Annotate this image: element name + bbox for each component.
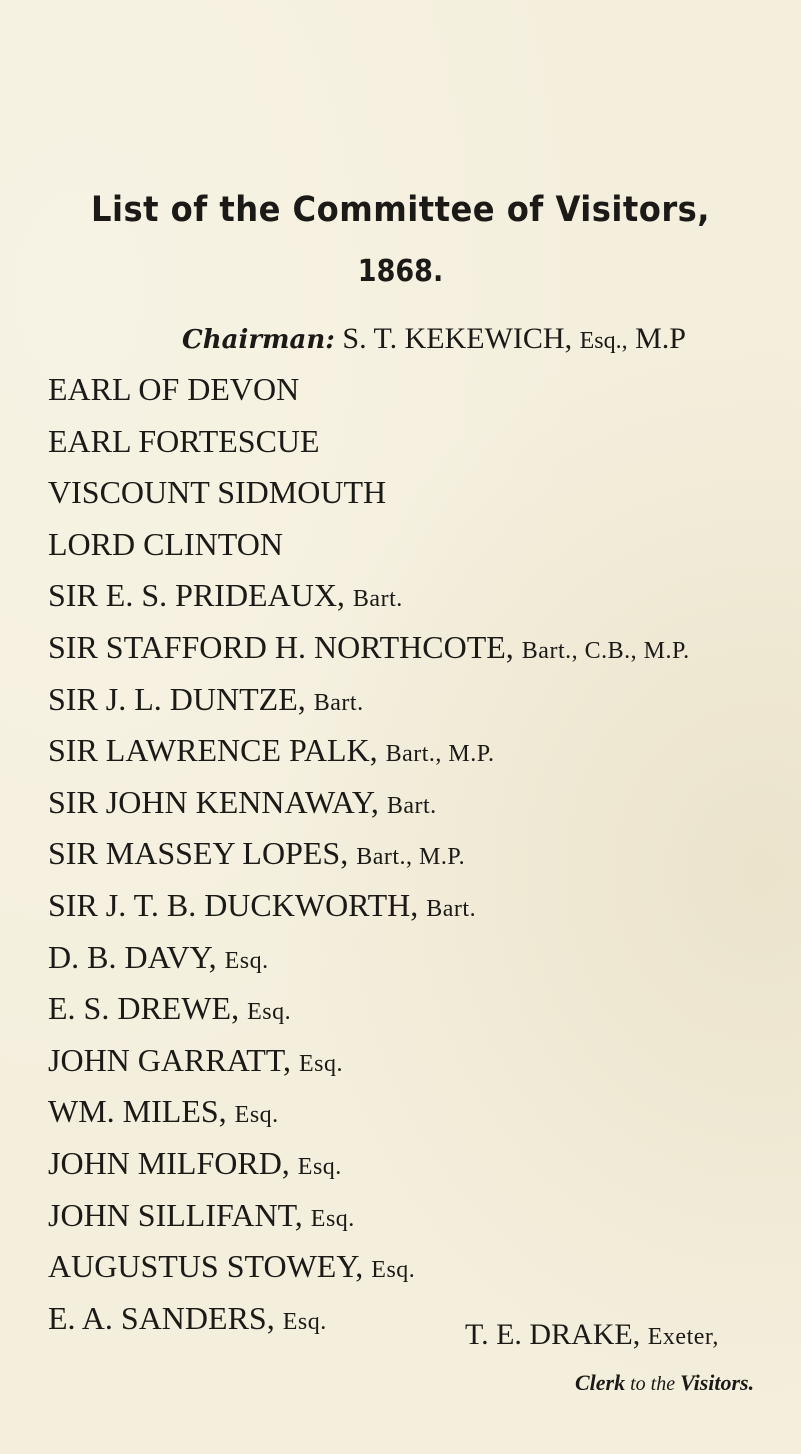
- document-title: List of the Committee of Visitors,: [91, 190, 710, 230]
- clerk-role: Clerk to the Visitors.: [575, 1370, 755, 1395]
- chairman-name: S. T. KEKEWICH, Esq., M.P: [342, 322, 686, 355]
- list-item: E. A. SANDERS, Esq.: [48, 1299, 327, 1336]
- clerk-name: T. E. DRAKE,: [465, 1318, 648, 1351]
- list-item: D. B. DAVY, Esq.: [48, 938, 269, 975]
- list-item: E. S. DREWE, Esq.: [48, 990, 292, 1027]
- chairman-label: Chairman:: [182, 325, 335, 355]
- clerk-signature: [465, 1318, 719, 1352]
- list-item: SIR STAFFORD H. NORTHCOTE, Bart., C.B., M.P.: [48, 628, 690, 665]
- list-item: EARL OF DEVON: [48, 371, 300, 407]
- list-item: SIR J. L. DUNTZE, Bart.: [48, 680, 364, 717]
- list-item: WM. MILES, Esq.: [48, 1093, 279, 1130]
- list-item: SIR E. S. PRIDEAUX, Bart.: [48, 577, 403, 614]
- chairman-line: [182, 322, 686, 356]
- list-item: EARL FORTESCUE: [48, 422, 320, 459]
- list-item: SIR JOHN KENNAWAY, Bart.: [48, 783, 437, 820]
- clerk-place: Exeter,: [647, 1324, 719, 1350]
- list-item: LORD CLINTON: [48, 525, 283, 562]
- list-item: SIR MASSEY LOPES, Bart., M.P.: [48, 835, 466, 872]
- document-year: 1868.: [357, 254, 444, 289]
- member-list: [48, 366, 690, 1346]
- list-item: JOHN SILLIFANT, Esq.: [48, 1196, 355, 1233]
- list-item: SIR J. T. B. DUCKWORTH, Bart.: [48, 886, 477, 923]
- list-item: SIR LAWRENCE PALK, Bart., M.P.: [48, 732, 495, 769]
- list-item: VISCOUNT SIDMOUTH: [48, 474, 387, 511]
- list-item: JOHN MILFORD, Esq.: [48, 1144, 342, 1181]
- list-item: AUGUSTUS STOWEY, Esq.: [48, 1248, 416, 1285]
- list-item: JOHN GARRATT, Esq.: [48, 1041, 343, 1078]
